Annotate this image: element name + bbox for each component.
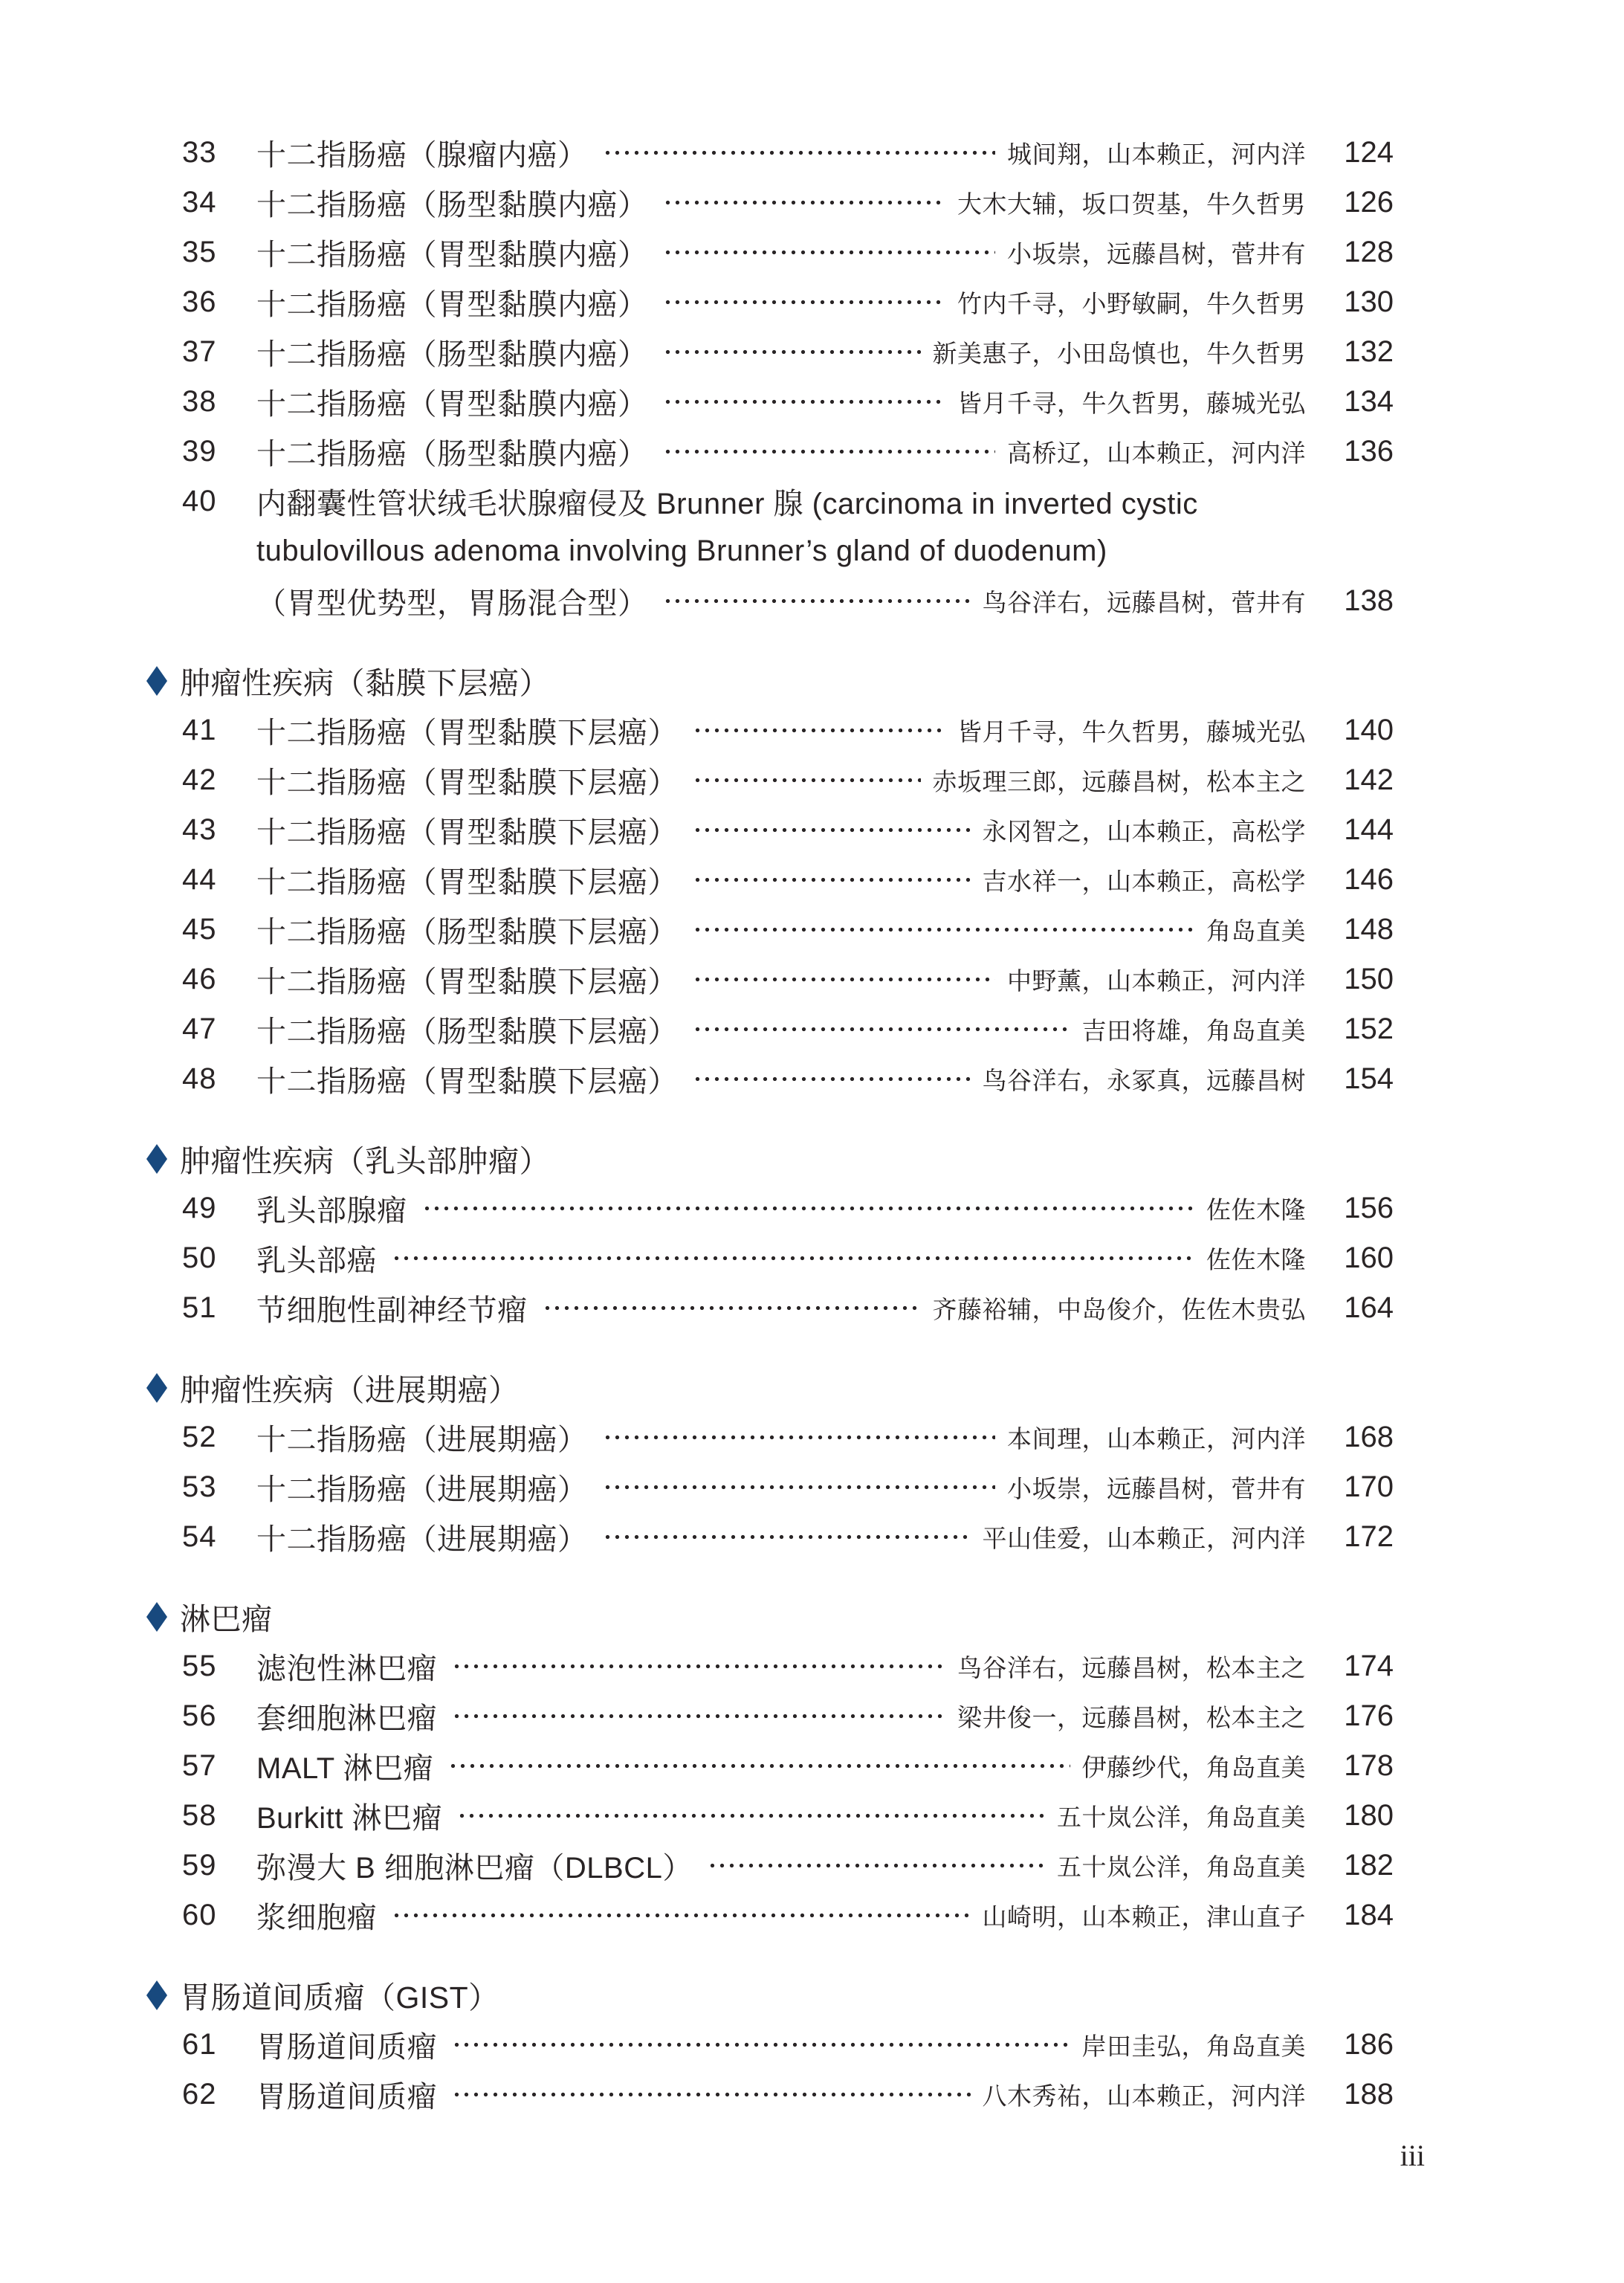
entry-authors: 佐佐木隆 [1206, 1246, 1306, 1273]
entry-authors: 平山佳爱，山本赖正，河内洋 [982, 1525, 1306, 1552]
entry-page-number: 160 [1344, 1241, 1394, 1274]
entry-title: 十二指肠癌（进展期癌） [256, 1523, 588, 1556]
dot-leader [693, 1004, 1070, 1054]
entry-number: 54 [182, 1520, 217, 1553]
section-diamond-icon [146, 666, 167, 696]
dot-leader [708, 1841, 1045, 1890]
toc-entry-row [182, 128, 1394, 178]
dot-leader [693, 1054, 971, 1104]
entry-title: 十二指肠癌（肠型黏膜下层癌） [256, 916, 678, 949]
entry-title: 十二指肠癌（胃型黏膜下层癌） [256, 717, 678, 749]
entry-title: 十二指肠癌（肠型黏膜内癌） [256, 438, 648, 471]
dot-leader [663, 427, 996, 477]
entry-page-number: 156 [1344, 1192, 1394, 1224]
toc-section [182, 128, 1394, 626]
entry-authors: 岸田圭弘，角岛直美 [1081, 2032, 1306, 2060]
dot-leader [392, 1890, 971, 1940]
entry-page-number: 148 [1344, 913, 1394, 946]
dot-leader [693, 855, 971, 905]
entry-page-number: 150 [1344, 963, 1394, 995]
entry-page-number: 188 [1344, 2078, 1394, 2111]
toc-entry-row [182, 1283, 1394, 1333]
entry-authors: 永冈智之，山本赖正，高松学 [982, 818, 1306, 845]
entry-authors: 鸟谷洋右，永冢真，远藤昌树 [982, 1067, 1306, 1094]
entry-title: 十二指肠癌（腺瘤内癌） [256, 139, 588, 172]
section-title: 肿瘤性疾病（乳头部肿瘤） [180, 1144, 550, 1178]
entry-number: 36 [182, 285, 217, 318]
section-title: 肿瘤性疾病（进展期癌） [180, 1373, 520, 1407]
entry-authors: 小坂崇，远藤昌树，菅井有 [1007, 240, 1306, 268]
dot-leader [663, 277, 946, 327]
dot-leader [663, 576, 971, 626]
entry-authors: 高桥辽，山本赖正，河内洋 [1007, 439, 1306, 467]
entry-page-number: 152 [1344, 1013, 1394, 1045]
entry-page-number: 132 [1344, 335, 1394, 368]
toc-entry-row [182, 1841, 1394, 1890]
entry-title: 十二指肠癌（胃型黏膜下层癌） [256, 966, 678, 998]
entry-authors: 中野薰，山本赖正，河内洋 [1007, 967, 1306, 995]
dot-leader [603, 128, 996, 178]
entry-number: 35 [182, 236, 217, 268]
dot-leader [663, 178, 946, 227]
entry-page-number: 174 [1344, 1650, 1394, 1682]
entry-page-number: 128 [1344, 236, 1394, 268]
entry-authors: 伊藤纱代，角岛直美 [1081, 1754, 1306, 1781]
entry-number: 56 [182, 1699, 217, 1732]
entry-page-number: 130 [1344, 285, 1394, 318]
section-header [146, 1970, 1394, 2020]
entry-number: 37 [182, 335, 217, 368]
dot-leader [452, 2070, 971, 2119]
toc-section [182, 1970, 1394, 2119]
dot-leader [693, 705, 945, 755]
toc-entry-row [182, 2070, 1394, 2119]
entry-page-number: 126 [1344, 186, 1394, 219]
toc-entry-row [182, 1412, 1394, 1462]
dot-leader [448, 1741, 1070, 1791]
entry-authors: 大木大辅，坂口贺基，牛久哲男 [957, 190, 1306, 218]
section-diamond-icon [146, 1602, 167, 1632]
dot-leader [452, 1691, 945, 1741]
entry-page-number: 172 [1344, 1520, 1394, 1553]
entry-authors: 吉田将雄，角岛直美 [1081, 1017, 1306, 1044]
toc-entry-row [182, 1184, 1394, 1233]
entry-title-subtype: （胃型优势型，胃肠混合型） [256, 587, 648, 620]
entry-number: 47 [182, 1013, 217, 1045]
entry-number: 51 [182, 1291, 217, 1324]
entry-page-number: 170 [1344, 1470, 1394, 1503]
toc-entry-row [182, 576, 1394, 626]
entry-number: 34 [182, 186, 217, 219]
entry-authors: 鸟谷洋右，远藤昌树，松本主之 [957, 1654, 1306, 1682]
dot-leader [603, 1462, 996, 1512]
entry-number: 43 [182, 813, 217, 846]
entry-title: 十二指肠癌（肠型黏膜下层癌） [256, 1015, 678, 1048]
entry-title: 套细胞淋巴瘤 [256, 1702, 437, 1735]
toc-entry-row [182, 477, 1394, 526]
entry-page-number: 142 [1344, 763, 1394, 796]
entry-title: 十二指肠癌（胃型黏膜下层癌） [256, 866, 678, 899]
entry-number: 46 [182, 963, 217, 995]
toc-section [182, 1134, 1394, 1333]
folio-page-number: iii [1400, 2139, 1425, 2172]
toc-entry-row [182, 227, 1394, 277]
entry-authors: 吉水祥一，山本赖正，高松学 [982, 868, 1306, 895]
toc-entry-row [182, 805, 1394, 855]
dot-leader [452, 2020, 1070, 2070]
section-title: 肿瘤性疾病（黏膜下层癌） [180, 666, 550, 700]
entry-page-number: 140 [1344, 714, 1394, 746]
entry-number: 55 [182, 1650, 217, 1682]
entry-title: 弥漫大 B 细胞淋巴瘤（DLBCL） [256, 1852, 693, 1885]
toc-section [182, 1592, 1394, 1940]
toc-entry-row [182, 427, 1394, 477]
toc-entry-row [182, 1641, 1394, 1691]
entry-authors: 五十岚公洋，角岛直美 [1057, 1853, 1306, 1881]
entry-title: 乳头部癌 [256, 1244, 377, 1277]
toc-entry-row [182, 277, 1394, 327]
toc-entry-row [182, 327, 1394, 377]
section-title: 胃肠道间质瘤（GIST） [180, 1980, 499, 2015]
entry-page-number: 178 [1344, 1749, 1394, 1782]
toc-entry-row [182, 377, 1394, 427]
dot-leader [663, 227, 996, 277]
section-title: 淋巴瘤 [180, 1602, 273, 1636]
toc-entry-row [182, 1233, 1394, 1283]
toc-section [182, 1363, 1394, 1562]
entry-number: 48 [182, 1062, 217, 1095]
entry-number: 40 [182, 485, 217, 517]
entry-title: Burkitt 淋巴瘤 [256, 1802, 442, 1835]
section-diamond-icon [146, 1144, 167, 1174]
entry-page-number: 124 [1344, 136, 1394, 169]
entry-title: 浆细胞瘤 [256, 1902, 377, 1934]
entry-number: 44 [182, 863, 217, 896]
entry-authors: 梁井俊一，远藤昌树，松本主之 [957, 1704, 1306, 1731]
entry-authors: 鸟谷洋右，远藤昌树，菅井有 [982, 589, 1306, 616]
section-header [146, 1592, 1394, 1641]
toc-entry-row [182, 178, 1394, 227]
entry-authors: 角岛直美 [1206, 917, 1306, 945]
entry-authors: 新美惠子，小田岛慎也，牛久哲男 [932, 340, 1306, 367]
dot-leader [452, 1641, 945, 1691]
dot-leader [422, 1184, 1195, 1233]
toc-entry-row [182, 855, 1394, 905]
entry-page-number: 186 [1344, 2028, 1394, 2061]
toc-section [182, 656, 1394, 1104]
dot-leader [663, 327, 921, 377]
entry-page-number: 138 [1344, 584, 1394, 617]
entry-title: 十二指肠癌（胃型黏膜内癌） [256, 239, 648, 271]
entry-page-number: 176 [1344, 1699, 1394, 1732]
entry-title: 乳头部腺瘤 [256, 1195, 407, 1227]
section-diamond-icon [146, 1980, 167, 2010]
entry-title: 胃肠道间质瘤 [256, 2081, 437, 2114]
toc-entry-row [182, 1004, 1394, 1054]
dot-leader [603, 1512, 971, 1562]
entry-title: 十二指肠癌（胃型黏膜下层癌） [256, 766, 678, 799]
section-header [146, 1134, 1394, 1184]
entry-title: 十二指肠癌（肠型黏膜内癌） [256, 189, 648, 222]
entry-page-number: 168 [1344, 1421, 1394, 1453]
toc-entry-row [182, 526, 1394, 576]
dot-leader [693, 955, 995, 1004]
entry-authors: 赤坂理三郎，远藤昌树，松本主之 [932, 768, 1306, 795]
toc-entry-row [182, 1462, 1394, 1512]
entry-title: MALT 淋巴瘤 [256, 1752, 434, 1785]
dot-leader [543, 1283, 921, 1333]
entry-authors: 皆月千寻，牛久哲男，藤城光弘 [957, 390, 1306, 417]
dot-leader [693, 805, 971, 855]
entry-title: 十二指肠癌（胃型黏膜内癌） [256, 288, 648, 321]
entry-title: 十二指肠癌（进展期癌） [256, 1473, 588, 1506]
toc-entry-row [182, 1791, 1394, 1841]
entry-number: 59 [182, 1849, 217, 1882]
section-diamond-icon [146, 1373, 167, 1403]
entry-number: 49 [182, 1192, 217, 1224]
entry-page-number: 154 [1344, 1062, 1394, 1095]
section-header [146, 656, 1394, 705]
table-of-contents [182, 128, 1394, 2119]
toc-entry-row [182, 1512, 1394, 1562]
entry-page-number: 164 [1344, 1291, 1394, 1324]
entry-page-number: 146 [1344, 863, 1394, 896]
toc-entry-row [182, 705, 1394, 755]
dot-leader [457, 1791, 1045, 1841]
toc-entry-row [182, 2020, 1394, 2070]
entry-title: 十二指肠癌（胃型黏膜下层癌） [256, 1065, 678, 1098]
dot-leader [392, 1233, 1194, 1283]
entry-page-number: 182 [1344, 1849, 1394, 1882]
toc-entry-row [182, 1890, 1394, 1940]
entry-number: 52 [182, 1421, 217, 1453]
entry-page-number: 180 [1344, 1799, 1394, 1832]
entry-authors: 八木秀祐，山本赖正，河内洋 [982, 2082, 1306, 2110]
entry-authors: 五十岚公洋，角岛直美 [1057, 1804, 1306, 1831]
dot-leader [693, 755, 921, 805]
entry-title: 滤泡性淋巴瘤 [256, 1653, 437, 1685]
toc-entry-row [182, 755, 1394, 805]
entry-page-number: 136 [1344, 435, 1394, 468]
entry-page-number: 134 [1344, 385, 1394, 418]
entry-title: 节细胞性副神经节瘤 [256, 1294, 528, 1327]
entry-number: 33 [182, 136, 217, 169]
entry-page-number: 184 [1344, 1899, 1394, 1931]
entry-authors: 齐藤裕辅，中岛俊介，佐佐木贵弘 [932, 1296, 1306, 1323]
entry-title: 十二指肠癌（进展期癌） [256, 1424, 588, 1456]
toc-entry-row [182, 905, 1394, 955]
entry-authors: 城间翔，山本赖正，河内洋 [1007, 141, 1306, 168]
entry-title: 十二指肠癌（肠型黏膜内癌） [256, 338, 648, 371]
entry-authors: 皆月千寻，牛久哲男，藤城光弘 [957, 718, 1306, 746]
entry-authors: 山崎明，山本赖正，津山直子 [982, 1903, 1306, 1931]
entry-number: 57 [182, 1749, 217, 1782]
toc-entry-row [182, 1741, 1394, 1791]
entry-authors: 佐佐木隆 [1206, 1196, 1306, 1224]
entry-number: 60 [182, 1899, 217, 1931]
entry-number: 62 [182, 2078, 217, 2111]
entry-title: 十二指肠癌（胃型黏膜下层癌） [256, 816, 678, 849]
toc-entry-row [182, 1054, 1394, 1104]
entry-number: 50 [182, 1241, 217, 1274]
dot-leader [603, 1412, 996, 1462]
section-header [146, 1363, 1394, 1412]
entry-number: 61 [182, 2028, 217, 2061]
entry-title: 十二指肠癌（胃型黏膜内癌） [256, 388, 648, 421]
entry-authors: 竹内千寻，小野敏嗣，牛久哲男 [957, 290, 1306, 317]
entry-number: 42 [182, 763, 217, 796]
dot-leader [693, 905, 1194, 955]
entry-authors: 小坂崇，远藤昌树，菅井有 [1007, 1475, 1306, 1502]
toc-entry-row [182, 955, 1394, 1004]
entry-authors: 本间理，山本赖正，河内洋 [1007, 1425, 1306, 1453]
entry-title-continued: tubulovillous adenoma involving Brunner’s gland of duodenum) [256, 535, 1107, 567]
entry-number: 58 [182, 1799, 217, 1832]
entry-number: 41 [182, 714, 217, 746]
entry-number: 39 [182, 435, 217, 468]
entry-page-number: 144 [1344, 813, 1394, 846]
entry-number: 53 [182, 1470, 217, 1503]
dot-leader [663, 377, 946, 427]
entry-title: 胃肠道间质瘤 [256, 2031, 437, 2064]
toc-entry-row [182, 1691, 1394, 1741]
entry-number: 38 [182, 385, 217, 418]
entry-number: 45 [182, 913, 217, 946]
entry-title: 内翻囊性管状绒毛状腺瘤侵及 Brunner 腺 (carcinoma in inverted cystic [256, 488, 1198, 520]
